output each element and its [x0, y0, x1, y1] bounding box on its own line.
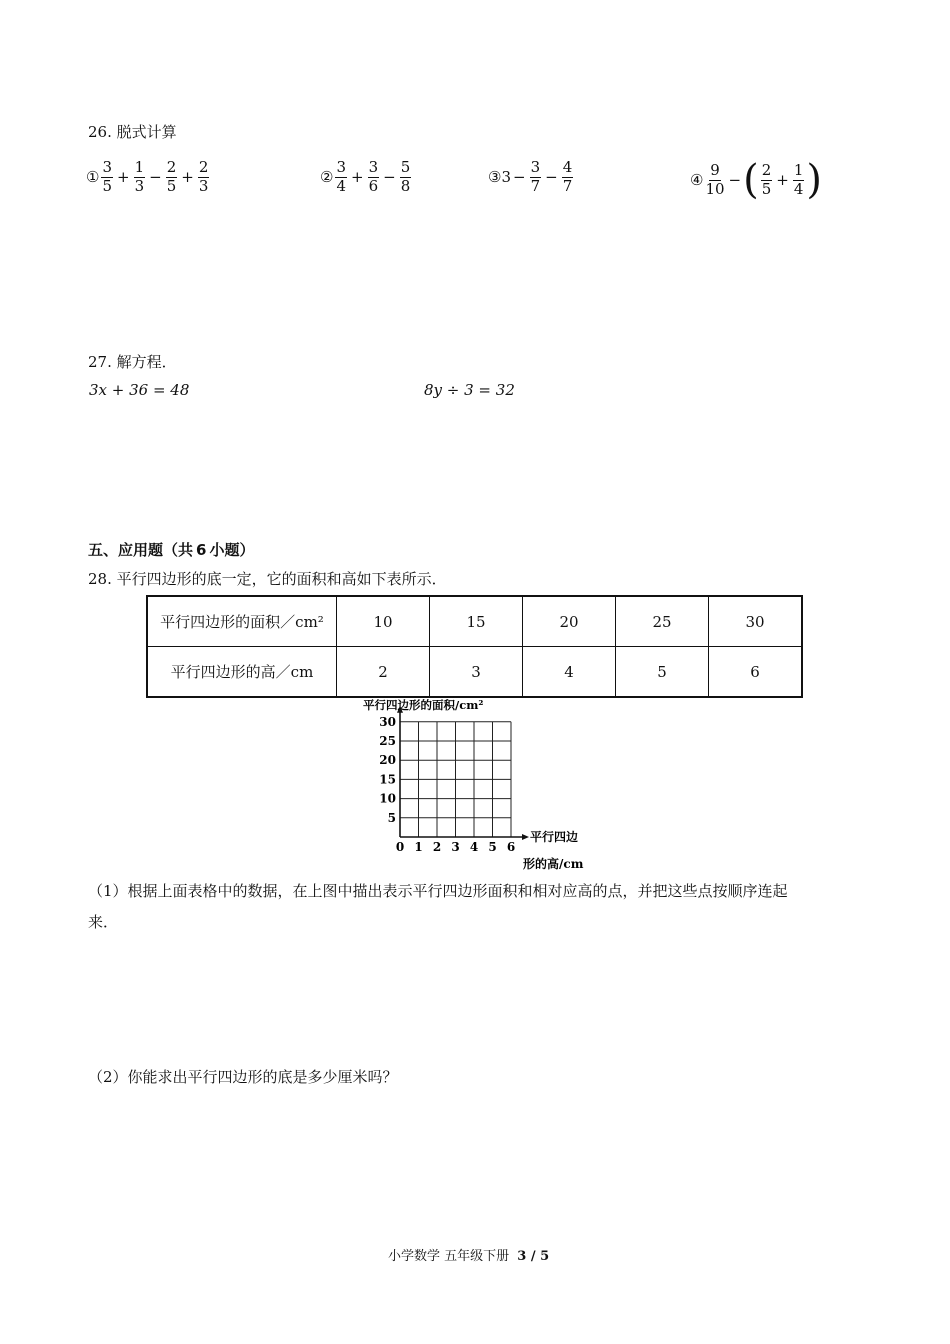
fraction — [134, 160, 146, 195]
operator: + — [117, 168, 130, 187]
denominator: 3 — [198, 176, 209, 195]
x-axis-arrow — [522, 834, 529, 840]
numerator: 2 — [166, 158, 177, 176]
fraction — [335, 160, 347, 195]
table-row — [147, 647, 802, 698]
q26-expression-4 — [690, 157, 823, 203]
x-tick-label: 2 — [432, 840, 442, 854]
q28-data-table — [146, 595, 803, 698]
table-cell: 2 — [337, 647, 430, 698]
operator: − — [513, 168, 526, 187]
q28-title: 28. 平行四边形的底一定，它的面积和高如下表所示． — [88, 570, 447, 588]
section-heading-count: 6 — [196, 541, 207, 559]
y-axis-label: 平行四边形的面积/cm² — [363, 698, 484, 712]
fraction — [761, 160, 773, 198]
q26-expression-1 — [86, 160, 211, 195]
q28-part1-cont: 来． — [88, 913, 119, 931]
denominator: 3 — [134, 176, 145, 195]
page-number: 3 / 5 — [517, 1249, 550, 1264]
fraction — [562, 160, 574, 195]
fraction — [368, 160, 380, 195]
table-cell: 15 — [430, 596, 523, 647]
numerator: 2 — [198, 158, 209, 176]
section-heading-post: 小题） — [209, 541, 255, 559]
denominator: 10 — [705, 179, 725, 198]
denominator: 7 — [562, 176, 573, 195]
q26-expression-3 — [488, 160, 575, 195]
fraction — [166, 160, 178, 195]
numerator: 2 — [761, 160, 772, 179]
q26-expression-2 — [320, 160, 413, 195]
y-tick-label: 10 — [379, 791, 396, 806]
fraction — [101, 160, 113, 195]
q28-part2: （2）你能求出平行四边形的底是多少厘米吗？ — [88, 1068, 398, 1086]
operator: + — [776, 171, 789, 189]
denominator: 4 — [336, 176, 346, 195]
table-cell: 6 — [709, 647, 803, 698]
table-cell: 25 — [616, 596, 709, 647]
fraction — [198, 160, 210, 195]
fraction — [400, 160, 412, 195]
table-cell: 5 — [616, 647, 709, 698]
table-cell: 30 — [709, 596, 803, 647]
section-heading — [88, 539, 254, 560]
q27-title: 27. 解方程． — [88, 353, 177, 371]
q27-equation-2: 8y ÷ 3 = 32 — [424, 381, 515, 399]
x-axis-label-line1: 平行四边 — [530, 830, 579, 844]
table-cell: 3 — [430, 647, 523, 698]
parenthesis: ) — [806, 157, 823, 203]
item-marker: ③ — [488, 168, 502, 187]
table-cell: 20 — [523, 596, 616, 647]
section-heading-pre: 五、应用题（共 — [88, 541, 194, 559]
numerator: 4 — [562, 158, 573, 176]
x-tick-label: 3 — [451, 840, 460, 854]
footer-subject: 小学数学 五年级下册 — [388, 1249, 510, 1264]
table-row-label: 平行四边形的高／cm — [147, 647, 337, 698]
x-tick-label: 4 — [469, 840, 479, 854]
x-tick-label: 0 — [395, 840, 405, 854]
y-tick-label: 5 — [387, 810, 396, 825]
numerator: 9 — [710, 160, 720, 179]
fraction — [793, 160, 805, 198]
y-tick-label: 30 — [379, 714, 396, 729]
q27-equation-1: 3x + 36 = 48 — [89, 381, 190, 399]
denominator: 5 — [166, 176, 177, 195]
denominator: 6 — [368, 176, 379, 195]
operator: − — [545, 168, 558, 187]
item-marker: ④ — [690, 171, 704, 189]
x-tick-label: 1 — [414, 840, 423, 854]
operator: − — [149, 168, 162, 187]
y-tick-label: 15 — [379, 772, 396, 787]
numerator: 1 — [793, 160, 804, 179]
fraction — [530, 160, 542, 195]
item-marker: ① — [86, 168, 100, 187]
table-cell: 4 — [523, 647, 616, 698]
denominator: 7 — [530, 176, 541, 195]
operator: + — [181, 168, 194, 187]
denominator: 4 — [793, 179, 804, 198]
numerator: 1 — [134, 158, 145, 176]
parenthesis: ( — [743, 157, 759, 203]
x-axis-label-line2: 形的高/cm — [523, 857, 584, 871]
table-row-label: 平行四边形的面积／cm² — [147, 596, 337, 647]
operator: − — [383, 168, 396, 187]
y-tick-label: 20 — [379, 753, 396, 768]
item-marker: ② — [320, 168, 334, 187]
whole-number: 3 — [501, 168, 511, 187]
numerator: 3 — [102, 158, 112, 176]
page-footer — [388, 1245, 549, 1264]
fraction — [705, 160, 725, 198]
denominator: 5 — [761, 179, 772, 198]
operator: − — [728, 171, 742, 189]
denominator: 8 — [400, 176, 411, 195]
q28-part1: （1）根据上面表格中的数据，在上图中描出表示平行四边形面积和相对应高的点，并把这些点按顺序连起 — [88, 882, 788, 900]
q28-grid-chart — [355, 696, 595, 874]
numerator: 3 — [368, 158, 379, 176]
numerator: 3 — [336, 158, 346, 176]
q26-title: 26. 脱式计算 — [88, 123, 177, 141]
y-tick-label: 25 — [379, 734, 396, 748]
table-cell: 10 — [337, 596, 430, 647]
numerator: 3 — [530, 158, 541, 176]
x-tick-label: 5 — [488, 840, 497, 854]
table-row — [147, 596, 802, 647]
x-tick-label: 6 — [506, 840, 516, 854]
operator: + — [351, 168, 364, 187]
numerator: 5 — [400, 158, 411, 176]
denominator: 5 — [102, 176, 112, 195]
